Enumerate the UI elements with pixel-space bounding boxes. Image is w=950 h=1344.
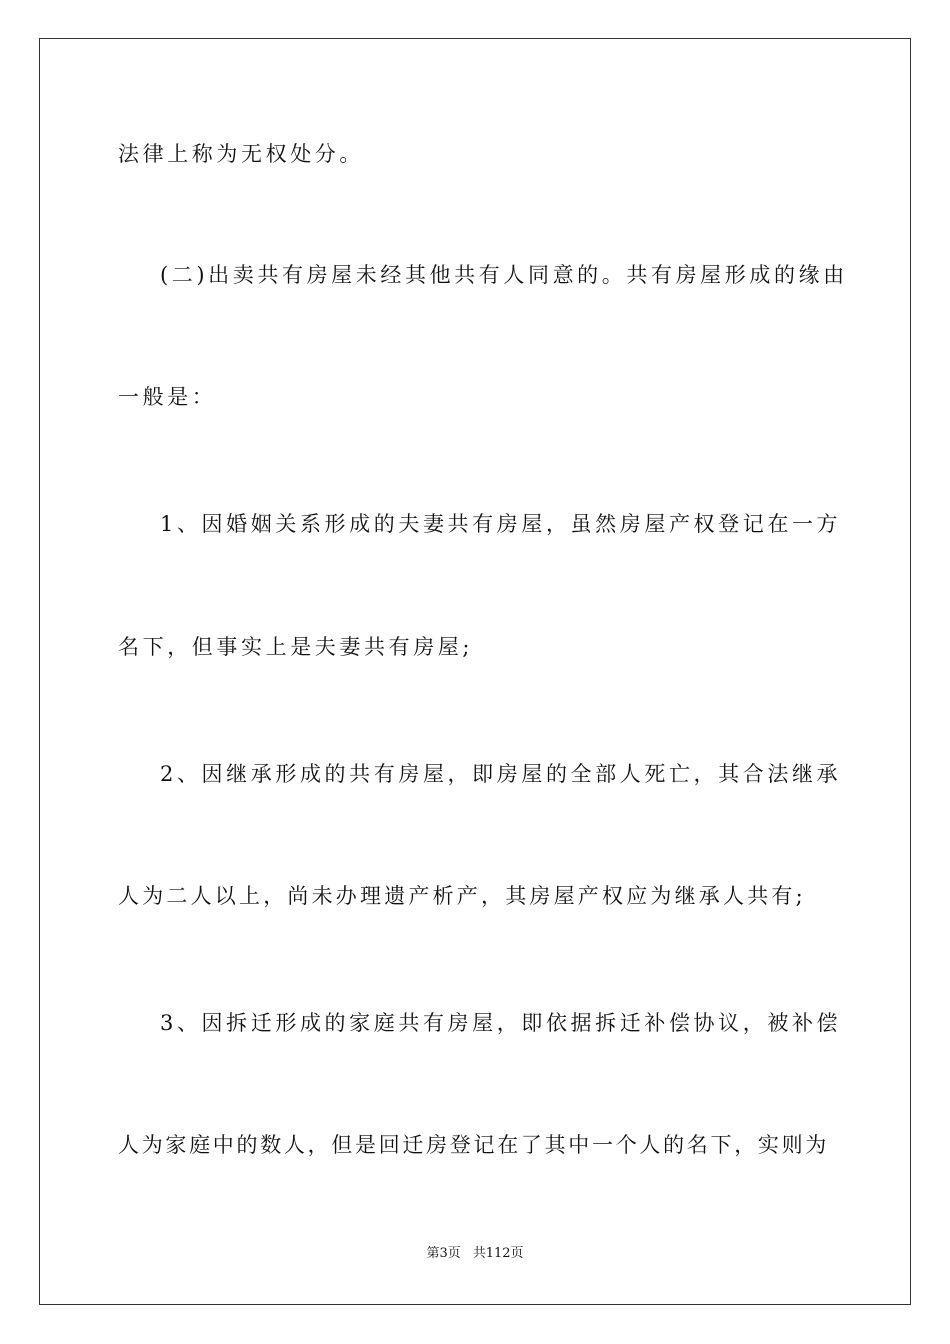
text-line-3: 一般是： [118,385,217,409]
text-line-7: 人为二人以上，尚未办理遗产析产，其房屋产权应为继承人共有; [118,884,806,908]
text-line-1: 法律上称为无权处分。 [118,142,364,166]
text-line-2: (二)出卖共有房屋未经其他共有人同意的。共有房屋形成的缘由 [160,263,848,287]
page-footer [0,1247,950,1260]
text-line-4: 1、因婚姻关系形成的夫妻共有房屋，虽然房屋产权登记在一方 [160,512,842,536]
total-pages: 共112页 [472,1246,524,1261]
page-number: 第3页 [426,1246,461,1261]
text-line-8: 3、因拆迁形成的家庭共有房屋，即依据拆迁补偿协议，被补偿 [160,1011,842,1035]
text-line-6: 2、因继承形成的共有房屋，即房屋的全部人死亡，其合法继承 [160,762,842,786]
page-border [39,38,911,1305]
text-line-9: 人为家庭中的数人，但是回迁房登记在了其中一个人的名下，实则为 [118,1133,829,1157]
text-line-5: 名下，但事实上是夫妻共有房屋; [118,635,474,659]
